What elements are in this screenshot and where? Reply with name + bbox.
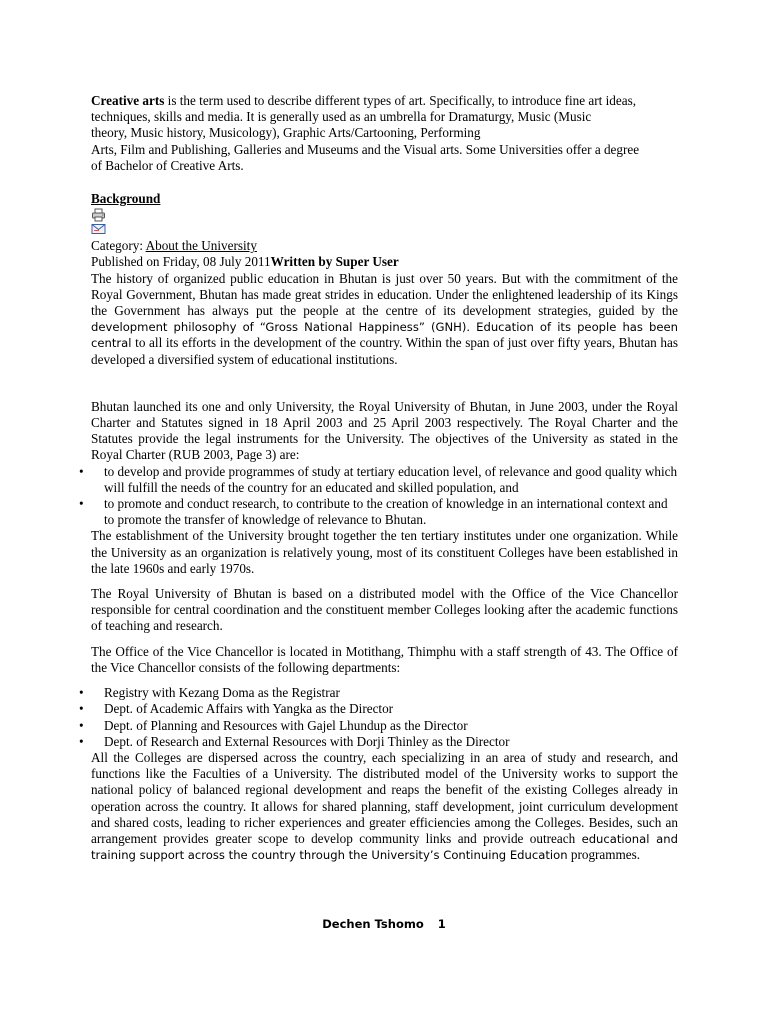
university-paragraph: Bhutan launched its one and only University, the Royal University of Bhutan, in June 2003, under the Royal Charter and Statutes signed in 18 April 2003 and 25 April 2003 respectively. The Royal Charter and the Statutes provide the legal instruments for the University. The objectives of the University as stated in the Royal Charter (RUB 2003, Page 3) are:: [91, 398, 678, 463]
establishment-paragraph: The establishment of the University brought together the ten tertiary institutes under one organization. While the University as an organization is relatively young, most of its constituent Colleges have been established in the late 1960s and early 1970s.: [91, 528, 678, 576]
list-item: • Dept. of Academic Affairs with Yangka as the Director: [91, 701, 678, 717]
intro-line-5: of Bachelor of Creative Arts.: [91, 157, 244, 173]
departments-list: [91, 685, 678, 750]
footer-author: Dechen Tshomo: [322, 917, 424, 931]
category-line: [91, 238, 678, 254]
email-icon[interactable]: [91, 223, 106, 237]
history-text-a: The history of organized public education in Bhutan is just over 50 years. But with the commitment of the Royal Government, Bhutan has made great strides in education. Under the enlightened leadership of its Kings the Government has always put the people at the centre of its development strategies, guided by the: [91, 270, 678, 319]
published-date: Published on Friday, 08 July 2011: [91, 254, 271, 270]
office-paragraph: The Office of the Vice Chancellor is located in Motithang, Thimphu with a staff strength of 43. The Office of the Vice Chancellor consists of the following departments:: [91, 643, 678, 675]
page-footer: [0, 916, 768, 932]
printer-icon[interactable]: [91, 208, 106, 222]
colleges-text-a: All the Colleges are dispersed across the country, each specializing in an area of study and research, and functions like the Faculties of a University. The distributed model of the University works to support the national policy of balanced regional development and reaps the benefit of the existing Colleges already in operation across the country. It allows for shared planning, staff development, joint curriculum development and shared costs, leading to richer experiences and greater efficiencies among the Colleges. Besides, such an arrangement provides greater scope to develop community links and provide outreach: [91, 749, 678, 846]
background-heading: Background: [91, 191, 161, 207]
intro-line-2: techniques, skills and media. It is generally used as an umbrella for Dramaturgy, Music (Music: [91, 109, 592, 125]
intro-term: Creative arts: [91, 93, 165, 108]
history-paragraph: [91, 271, 678, 368]
intro-line-4: Arts, Film and Publishing, Galleries and Museums and the Visual arts. Some Universities offer a degree: [91, 141, 640, 157]
colleges-text-b: educational and training support across the country through the University’s Continuing Education: [91, 831, 678, 863]
author-line: Written by Super User: [270, 254, 399, 270]
objectives-list: [91, 464, 678, 529]
intro-line-3: theory, Music history, Musicology), Graphic Arts/Cartooning, Performing: [91, 125, 481, 141]
list-item: • to develop and provide programmes of study at tertiary education level, of relevance and good quality which will fulfill the needs of the country for an educated and skilled population, and: [91, 464, 678, 496]
colleges-paragraph: [91, 750, 678, 863]
category-link[interactable]: About the University: [145, 238, 257, 254]
article-icons: [91, 208, 678, 237]
intro-paragraph: [91, 93, 678, 174]
history-text-b: development philosophy of “Gross National Happiness” (GNH). Education of its people has been central: [91, 320, 678, 351]
category-label: Category:: [91, 238, 146, 254]
list-item: • Registry with Kezang Doma as the Registrar: [91, 685, 678, 701]
intro-line-1: [91, 93, 678, 109]
model-paragraph: The Royal University of Bhutan is based on a distributed model with the Office of the Vice Chancellor responsible for central coordination and the constituent member Colleges looking after the academic functions of teaching and research.: [91, 586, 678, 634]
list-item: • to promote and conduct research, to contribute to the creation of knowledge in an international context and to promote the transfer of knowledge of relevance to Bhutan.: [91, 496, 678, 528]
published-line: [91, 254, 678, 270]
list-item: • Dept. of Planning and Resources with Gajel Lhundup as the Director: [91, 718, 678, 734]
list-item: • Dept. of Research and External Resources with Dorji Thinley as the Director: [91, 734, 678, 750]
colleges-text-c: programmes.: [567, 847, 641, 863]
history-text-c: to all its efforts in the development of the country. Within the span of just over fifty years, Bhutan has developed a diversified system of educational institutions.: [91, 335, 678, 367]
article-meta: [91, 238, 678, 270]
document-body: [91, 93, 678, 863]
page-number: 1: [437, 917, 446, 931]
intro-text-1: is the term used to describe different types of art. Specifically, to introduce fine art ideas,: [164, 93, 637, 108]
